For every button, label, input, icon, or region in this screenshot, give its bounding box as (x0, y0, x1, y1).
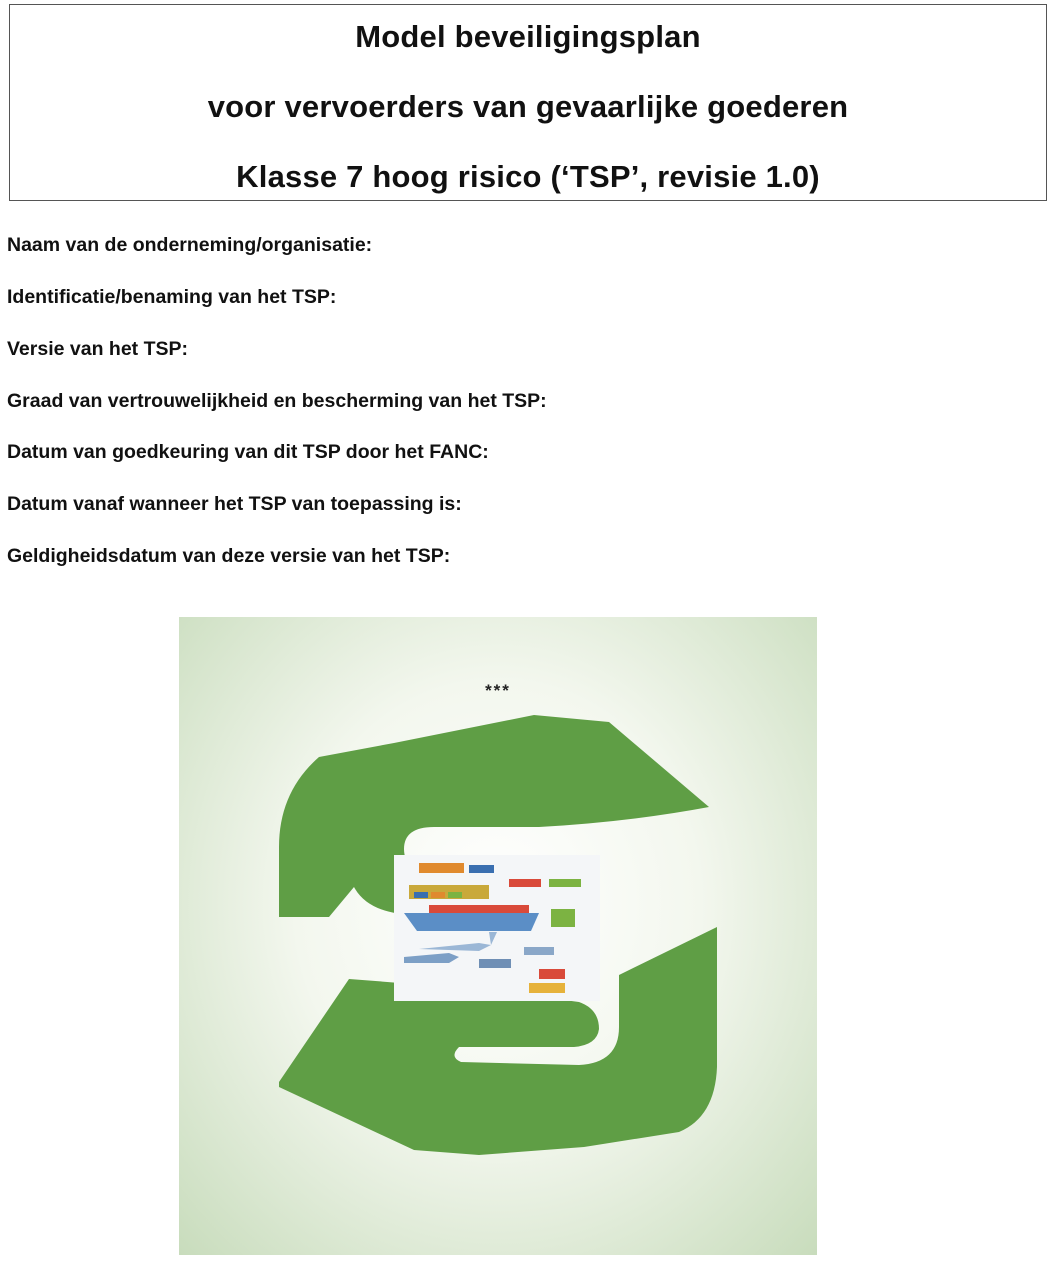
hands-protecting-transport-icon (179, 617, 817, 1255)
title-box (9, 4, 1047, 201)
field-tsp-identification: Identificatie/benaming van het TSP: (7, 286, 337, 308)
stars-separator: *** (485, 681, 511, 700)
field-validity-date: Geldigheidsdatum van deze versie van het TSP: (7, 545, 451, 567)
field-confidentiality: Graad van vertrouwelijkheid en bescherming van het TSP: (7, 390, 547, 412)
document-title-line-1: Model beveiligingsplan (355, 19, 701, 54)
field-tsp-version: Versie van het TSP: (7, 338, 188, 360)
document-title-line-3: Klasse 7 hoog risico (‘TSP’, revisie 1.0) (236, 159, 820, 194)
field-approval-date: Datum van goedkeuring van dit TSP door het FANC: (7, 441, 489, 463)
transport-collage (394, 855, 600, 1001)
document-title-line-2: voor vervoerders van gevaarlijke goederen (207, 89, 849, 124)
field-company-name: Naam van de onderneming/organisatie: (7, 234, 373, 256)
cover-illustration (179, 617, 817, 1255)
field-effective-date: Datum vanaf wanneer het TSP van toepassing is: (7, 493, 462, 515)
